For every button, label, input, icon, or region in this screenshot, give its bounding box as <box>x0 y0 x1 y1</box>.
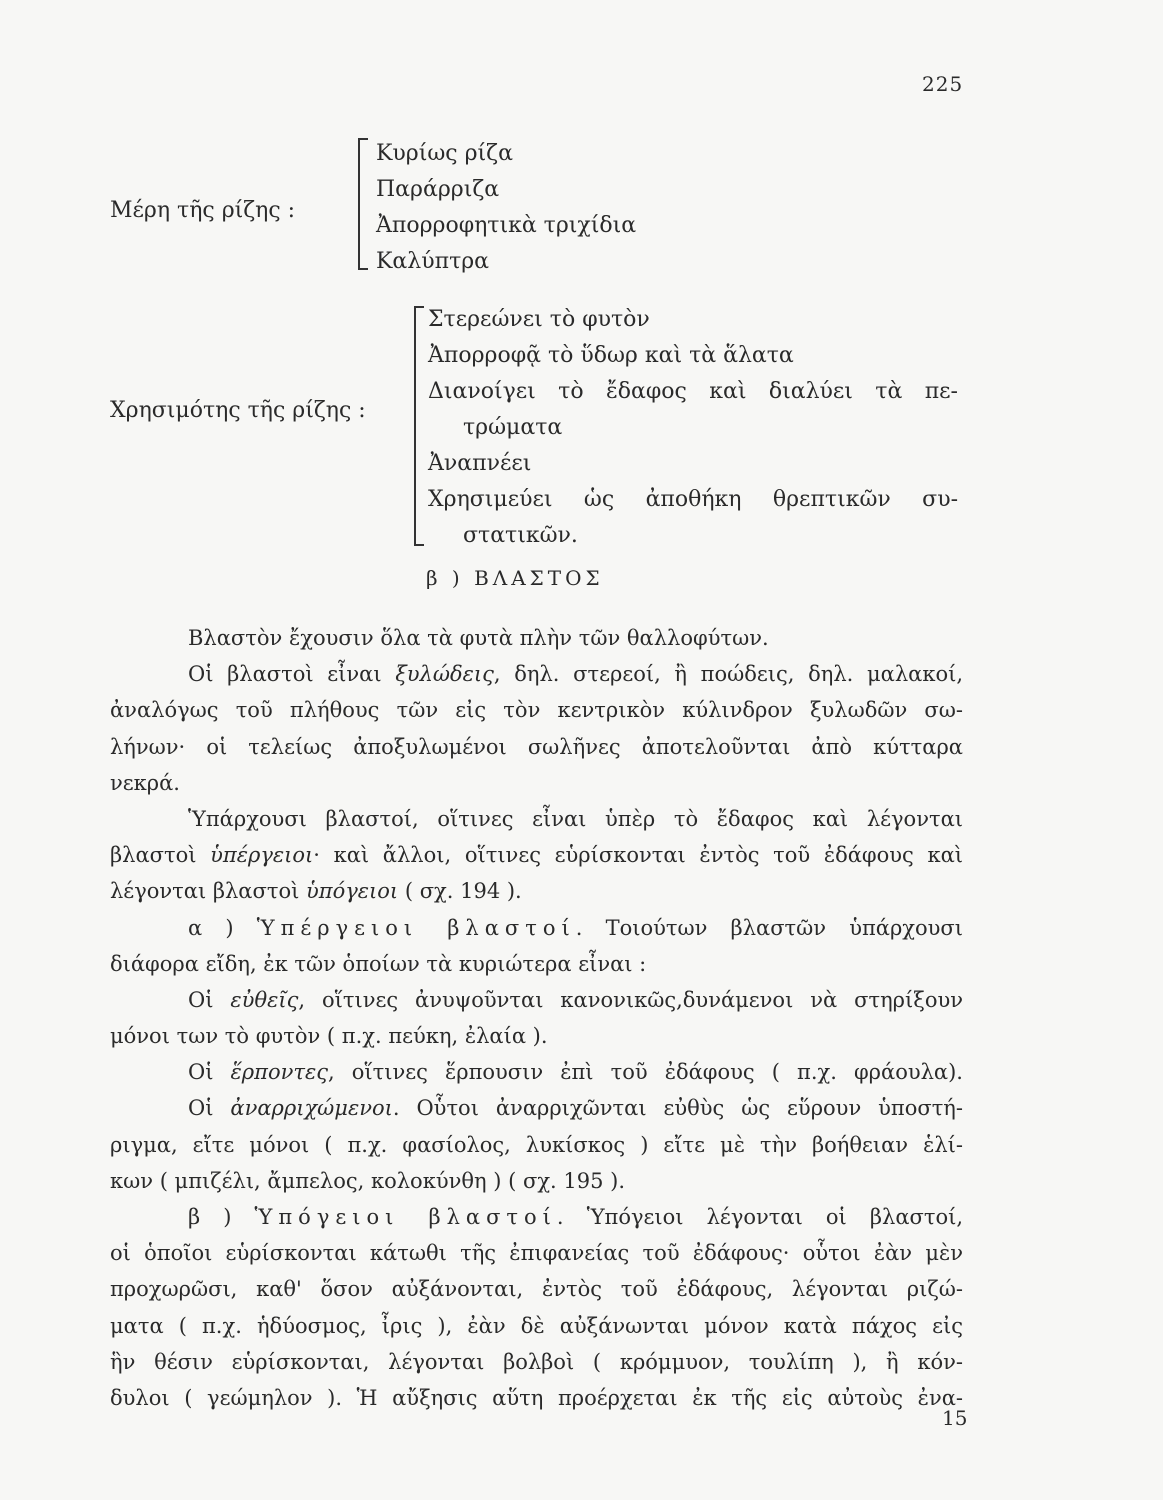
text-run: . Τοιούτων βλαστῶν ὑπάρχουσι <box>575 915 963 940</box>
word: θρεπτικῶν <box>772 487 891 512</box>
text-line: διάφορα εἴδη, ἐκ τῶν ὁποίων τὰ κυριώτερα εἶναι : <box>110 951 647 976</box>
list-item: Κυρίως ρίζα <box>376 141 513 166</box>
list-item-text: τρώματα <box>463 415 563 440</box>
text-run: . Οὗτοι ἀναρριχῶνται εὐθὺς ὡς εὕρουν ὑποστή- <box>392 1096 963 1121</box>
text-run: λέγονται βλαστοὶ <box>110 879 306 904</box>
text-line: Ὑπάρχουσι βλαστοί, οἵτινες εἶναι ὑπὲρ τὸ ἔδαφος καὶ λέγονται <box>188 806 963 831</box>
word: πε- <box>924 379 958 404</box>
list-item-text: Ἀπορροφᾷ τὸ ὕδωρ καὶ τὰ ἅλατα <box>428 343 794 368</box>
spaced-heading: Ὑπόγειοι βλαστοί <box>254 1205 557 1229</box>
list-item: Καλύπτρα <box>376 249 490 274</box>
text-run: α ) <box>188 915 257 940</box>
text-line: ἣν θέσιν εὑρίσκονται, λέγονται βολβοὶ ( κρόμμυον, τουλίπη ), ἢ κόν- <box>110 1349 963 1374</box>
text-line: ριγμα, εἴτε μόνοι ( π.χ. φασίολος, λυκίσκος ) εἴτε μὲ τὴν βοήθειαν ἑλί- <box>110 1132 963 1157</box>
text-line <box>110 1054 963 1090</box>
text-line: Βλαστὸν ἔχουσιν ὅλα τὰ φυτὰ πλὴν τῶν θαλλοφύτων. <box>188 626 769 650</box>
text-run: Οἱ <box>188 1096 231 1121</box>
text-run: Οἱ <box>188 987 231 1012</box>
text-line <box>110 837 963 873</box>
list-item-text: στατικῶν. <box>463 523 578 548</box>
root-uses-brace <box>414 306 416 546</box>
italic-term: ἕρποντες <box>230 1060 329 1085</box>
list-item <box>428 518 958 554</box>
text-run: · καὶ ἄλλοι, οἵτινες εὑρίσκονται ἐντὸς τοῦ ἐδάφους καὶ <box>313 843 964 868</box>
list-item <box>428 302 958 338</box>
list-item <box>428 410 958 446</box>
text-run: , οἵτινες ἕρπουσιν ἐπὶ τοῦ ἐδάφους ( π.χ. φράουλα). <box>328 1060 963 1085</box>
text-run: Οἱ <box>188 1060 231 1085</box>
word: τὰ <box>875 379 903 404</box>
section-heading: β ) ΒΛΑΣΤΟΣ <box>426 566 604 590</box>
text-run: β ) <box>188 1205 255 1229</box>
list-item <box>428 374 958 410</box>
text-line <box>110 982 963 1018</box>
root-uses-list <box>428 302 958 554</box>
italic-term: ὑπόγειοι <box>306 879 399 904</box>
italic-term: εὐθεῖς <box>230 987 299 1012</box>
page-number: 225 <box>922 72 964 96</box>
root-uses-group <box>110 298 970 548</box>
footer-number: 15 <box>942 1406 968 1430</box>
text-run: ( σχ. 194 ). <box>398 879 522 904</box>
root-parts-brace <box>358 138 360 270</box>
list-item: Ἀπορροφητικὰ τριχίδια <box>376 213 637 238</box>
word: καὶ <box>709 379 747 404</box>
text-line <box>110 1199 963 1235</box>
word: διαλύει <box>768 379 853 404</box>
text-line: προχωρῶσι, καθ' ὅσον αὐξάνονται, ἐντὸς τοῦ ἐδάφους, λέγονται ριζώ- <box>110 1277 963 1302</box>
text-line <box>110 656 963 692</box>
text-line <box>110 1090 963 1126</box>
word: συ- <box>922 487 958 512</box>
text-run: , δηλ. στερεοί, ἢ ποώδεις, δηλ. μαλακοί, <box>493 662 963 687</box>
list-item: Παράρριζα <box>376 177 500 202</box>
text-run: Οἱ βλαστοὶ εἶναι <box>188 662 396 687</box>
text-line: κων ( μπιζέλι, ἄμπελος, κολοκύνθη ) ( σχ. 195 ). <box>110 1168 626 1193</box>
text-run: . Ὑπόγειοι λέγονται οἱ βλαστοί, <box>556 1205 964 1229</box>
text-run: βλαστοὶ <box>110 843 211 868</box>
italic-term: ἀναρριχώμενοι <box>230 1096 393 1121</box>
word: Διανοίγει <box>428 379 536 404</box>
text-line: μόνοι των τὸ φυτὸν ( π.χ. πεύκη, ἐλαία ). <box>110 1024 548 1049</box>
word: Χρησιμεύει <box>428 487 553 512</box>
word: ἔδαφος <box>605 379 687 404</box>
text-line: ἀναλόγως τοῦ πλήθους τῶν εἰς τὸν κεντρικὸν κύλινδρον ξυλωδῶν σω- <box>110 698 963 723</box>
list-item <box>428 446 958 482</box>
word: ἀποθήκη <box>645 487 742 512</box>
text-line: δυλοι ( γεώμηλον ). Ἡ αὔξησις αὕτη προέρχεται ἐκ τῆς εἰς αὐτοὺς ἐνα- <box>110 1385 963 1410</box>
text-run: , οἵτινες ἀνυψοῦνται κανονικῶς,δυνάμενοι νὰ στηρίξουν <box>298 987 963 1012</box>
text-line <box>110 910 963 946</box>
list-item-text: Ἀναπνέει <box>428 451 532 476</box>
root-parts-label: Μέρη τῆς ρίζης : <box>110 198 296 223</box>
text-line: ματα ( π.χ. ἡδύοσμος, ἶρις ), ἐὰν δὲ αὐξάνωνται μόνον κατὰ πάχος εἰς <box>110 1313 963 1338</box>
spaced-heading: Ὑπέργειοι βλαστοί <box>256 915 576 940</box>
root-parts-group <box>110 128 670 278</box>
word: τὸ <box>558 379 584 404</box>
italic-term: ξυλώδεις <box>395 662 494 687</box>
text-line: λήνων· οἱ τελείως ἀποξυλωμένοι σωλῆνες ἀποτελοῦνται ἀπὸ κύτταρα <box>110 734 963 759</box>
text-line: οἱ ὁποῖοι εὑρίσκονται κάτωθι τῆς ἐπιφανείας τοῦ ἐδάφους· οὗτοι ἐὰν μὲν <box>110 1241 963 1266</box>
list-item <box>428 338 958 374</box>
root-parts-list <box>376 136 636 280</box>
text-line: νεκρά. <box>110 770 180 795</box>
body-text <box>110 620 963 1416</box>
list-item-text: Στερεώνει τὸ φυτὸν <box>428 307 650 332</box>
italic-term: ὑπέργειοι <box>210 843 314 868</box>
list-item <box>428 482 958 518</box>
text-line <box>110 873 963 909</box>
word: ὡς <box>583 487 615 512</box>
root-uses-label: Χρησιμότης τῆς ρίζης : <box>110 398 366 423</box>
